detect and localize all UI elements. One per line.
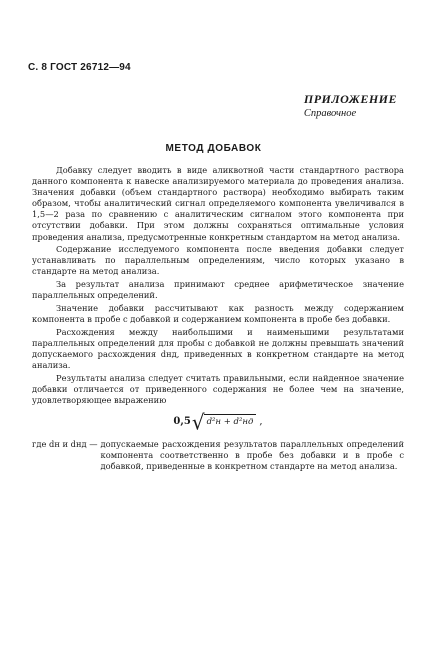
paragraph: Расхождения между наибольшими и наименьшими результатами параллельных определений для пробы с добавкой не должны превышать значений допускаемого расхождения dнд, приведенных в конкретном стандарте на метод анализа.	[32, 326, 404, 370]
formula-comma: ,	[259, 416, 263, 428]
paragraph: Результаты анализа следует считать правильными, если найденное значение добавки отличается от приведенного содержания не более чем на значение, удовлетворяющее выражению	[32, 372, 404, 405]
formula-radicand: d²н + d²нд	[204, 414, 257, 429]
appendix-label	[304, 92, 397, 119]
section-title: МЕТОД ДОБАВОК	[165, 143, 262, 154]
document-body	[32, 165, 404, 472]
variable-legend	[32, 439, 404, 472]
paragraph: Значение добавки рассчитывают как разность между содержанием компонента в пробе с добавкой и содержанием компонента в пробе без добавки.	[32, 302, 404, 324]
variable-legend-lead: где dн и dнд —	[32, 438, 98, 449]
paragraph: Добавку следует вводить в виде аликвотной части стандартного раствора данного компонента к навеске анализируемого материала до проведения анализа. Значения добавки (объем стандартного раствора) необходимо выбирать таким образом, чтобы аналитический сигнал определяемого компонента увеличивался в 1,5—2 раза по сравнению с аналитическим сигналом этого компонента при отсутствии добавки. При этом должны сохраняться оптимальные условия проведения анализа, предусмотренные конкретным стандартом на метод анализа.	[32, 165, 404, 242]
appendix-subtitle: Справочное	[303, 108, 357, 119]
paragraph: За результат анализа принимают среднее арифметическое значение параллельных определений.	[32, 279, 404, 301]
appendix-title: ПРИЛОЖЕНИЕ	[303, 92, 397, 106]
formula-coefficient: 0,5	[173, 416, 191, 428]
formula	[32, 410, 404, 434]
square-root-icon: √	[191, 409, 205, 435]
variable-legend-text: допускаемые расхождения результатов параллельных определений компонента соответственно в пробе без добавки и в пробе с добавкой, приведенные в конкретном стандарте на метод анализа.	[100, 438, 404, 472]
paragraph: Содержание исследуемого компонента после введения добавки следует устанавливать по параллельным определениям, число которых указано в стандарте на метод анализа.	[32, 244, 404, 277]
page-header: С. 8 ГОСТ 26712—94	[28, 62, 131, 73]
